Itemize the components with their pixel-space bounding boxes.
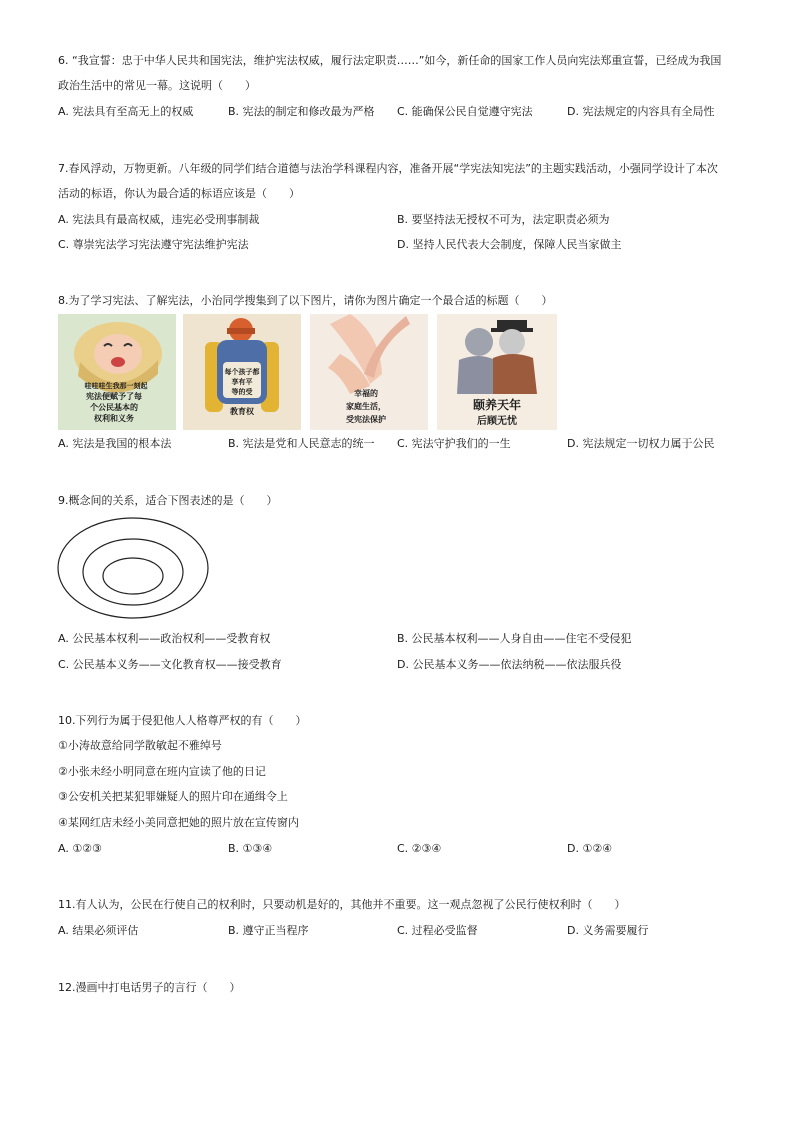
q8-stem: 8.为了学习宪法、了解宪法，小治同学搜集到了以下图片，请你为图片确定一个最合适的标题（ ）	[58, 294, 553, 307]
q11-option-b: B. 遵守正当程序	[228, 924, 309, 937]
q6-option-c: C. 能确保公民自觉遵守宪法	[397, 105, 533, 118]
q11-stem: 11.有人认为，公民在行使自己的权利时，只要动机是好的，其他并不重要。这一观点忽视了公民行使权利时（ ）	[58, 898, 626, 911]
q10-item-1: ①小涛故意给同学散敏起不雅绰号	[58, 739, 222, 752]
q7-option-a: A. 宪法具有最高权威，违宪必受刑事制裁	[58, 213, 260, 226]
elderly-couple-illustration	[437, 314, 557, 430]
q11-option-d: D. 义务需要履行	[567, 924, 649, 937]
q10-option-d: D. ①②④	[567, 842, 613, 855]
q9-option-b: B. 公民基本权利——人身自由——住宅不受侵犯	[397, 632, 632, 645]
q6-option-b: B. 宪法的制定和修改最为严格	[228, 105, 375, 118]
q6-option-a: A. 宪法具有至高无上的权威	[58, 105, 194, 118]
q7-stem-line1: 7.春风浮动，万物更新。八年级的同学们结合道德与法治学科课程内容，准备开展“学宪法知宪法”的主题实践活动，小强同学设计了本次	[58, 162, 718, 175]
q8-option-b: B. 宪法是党和人民意志的统一	[228, 437, 375, 450]
q9-stem: 9.概念间的关系，适合下图表述的是（ ）	[58, 494, 278, 507]
q10-item-3: ③公安机关把某犯罪嫌疑人的照片印在通缉令上	[58, 790, 288, 803]
q11-option-c: C. 过程必受监督	[397, 924, 478, 937]
q6-option-d: D. 宪法规定的内容具有全局性	[567, 105, 715, 118]
holding-hands-illustration	[310, 314, 428, 430]
q10-item-2: ②小张未经小明同意在班内宣读了他的日记	[58, 765, 266, 778]
q9-option-d: D. 公民基本义务——依法纳税——依法服兵役	[397, 658, 622, 671]
q12-stem: 12.漫画中打电话男子的言行（ ）	[58, 981, 241, 994]
child-backpack-illustration	[183, 314, 301, 430]
q7-option-b: B. 要坚持法无授权不可为，法定职责必须为	[397, 213, 610, 226]
q9-option-c: C. 公民基本义务——文化教育权——接受教育	[58, 658, 282, 671]
q7-stem-line2: 活动的标语，你认为最合适的标语应该是（ ）	[58, 187, 300, 200]
svg-text:受宪法保护: 受宪法保护	[346, 414, 386, 424]
svg-text:后顾无忧: 后顾无忧	[477, 416, 517, 427]
q8-option-a: A. 宪法是我国的根本法	[58, 437, 172, 450]
svg-text:个公民基本的: 个公民基本的	[90, 402, 138, 412]
svg-text:教育权: 教育权	[230, 406, 254, 416]
nested-circles-diagram	[56, 516, 210, 620]
q7-option-c: C. 尊崇宪法学习宪法遵守宪法维护宪法	[58, 238, 249, 251]
q7-option-d: D. 坚持人民代表大会制度，保障人民当家做主	[397, 238, 622, 251]
svg-text:幸福的: 幸福的	[354, 388, 378, 398]
svg-text:等的受: 等的受	[231, 387, 253, 396]
svg-text:权利和义务: 权利和义务	[94, 413, 134, 423]
svg-text:享有平: 享有平	[231, 377, 253, 386]
baby-illustration	[58, 314, 176, 430]
q10-option-b: B. ①③④	[228, 842, 273, 855]
svg-text:颐养天年: 颐养天年	[472, 398, 522, 412]
q10-option-c: C. ②③④	[397, 842, 442, 855]
q11-option-a: A. 结果必须评估	[58, 924, 139, 937]
svg-text:每个孩子都: 每个孩子都	[224, 367, 260, 376]
q10-stem: 10.下列行为属于侵犯他人人格尊严权的有（ ）	[58, 714, 307, 727]
q9-option-a: A. 公民基本权利——政治权利——受教育权	[58, 632, 271, 645]
q8-option-d: D. 宪法规定一切权力属于公民	[567, 437, 715, 450]
q10-option-a: A. ①②③	[58, 842, 102, 855]
q8-option-c: C. 宪法守护我们的一生	[397, 437, 511, 450]
svg-text:宪法便赋予了每: 宪法便赋予了每	[86, 391, 142, 401]
q6-stem-line1: 6. “我宣誓：忠于中华人民共和国宪法，维护宪法权威，履行法定职责……”如今，新任命的国家工作人员向宪法郑重宣誓，已经成为我国	[58, 54, 722, 67]
q6-stem-line2: 政治生活中的常见一幕。这说明（ ）	[58, 79, 256, 92]
q10-item-4: ④某网红店未经小美同意把她的照片放在宣传窗内	[58, 816, 299, 829]
svg-text:家庭生活，: 家庭生活，	[346, 401, 386, 411]
svg-text:哇哇哇生我那一刻起: 哇哇哇生我那一刻起	[84, 381, 148, 390]
